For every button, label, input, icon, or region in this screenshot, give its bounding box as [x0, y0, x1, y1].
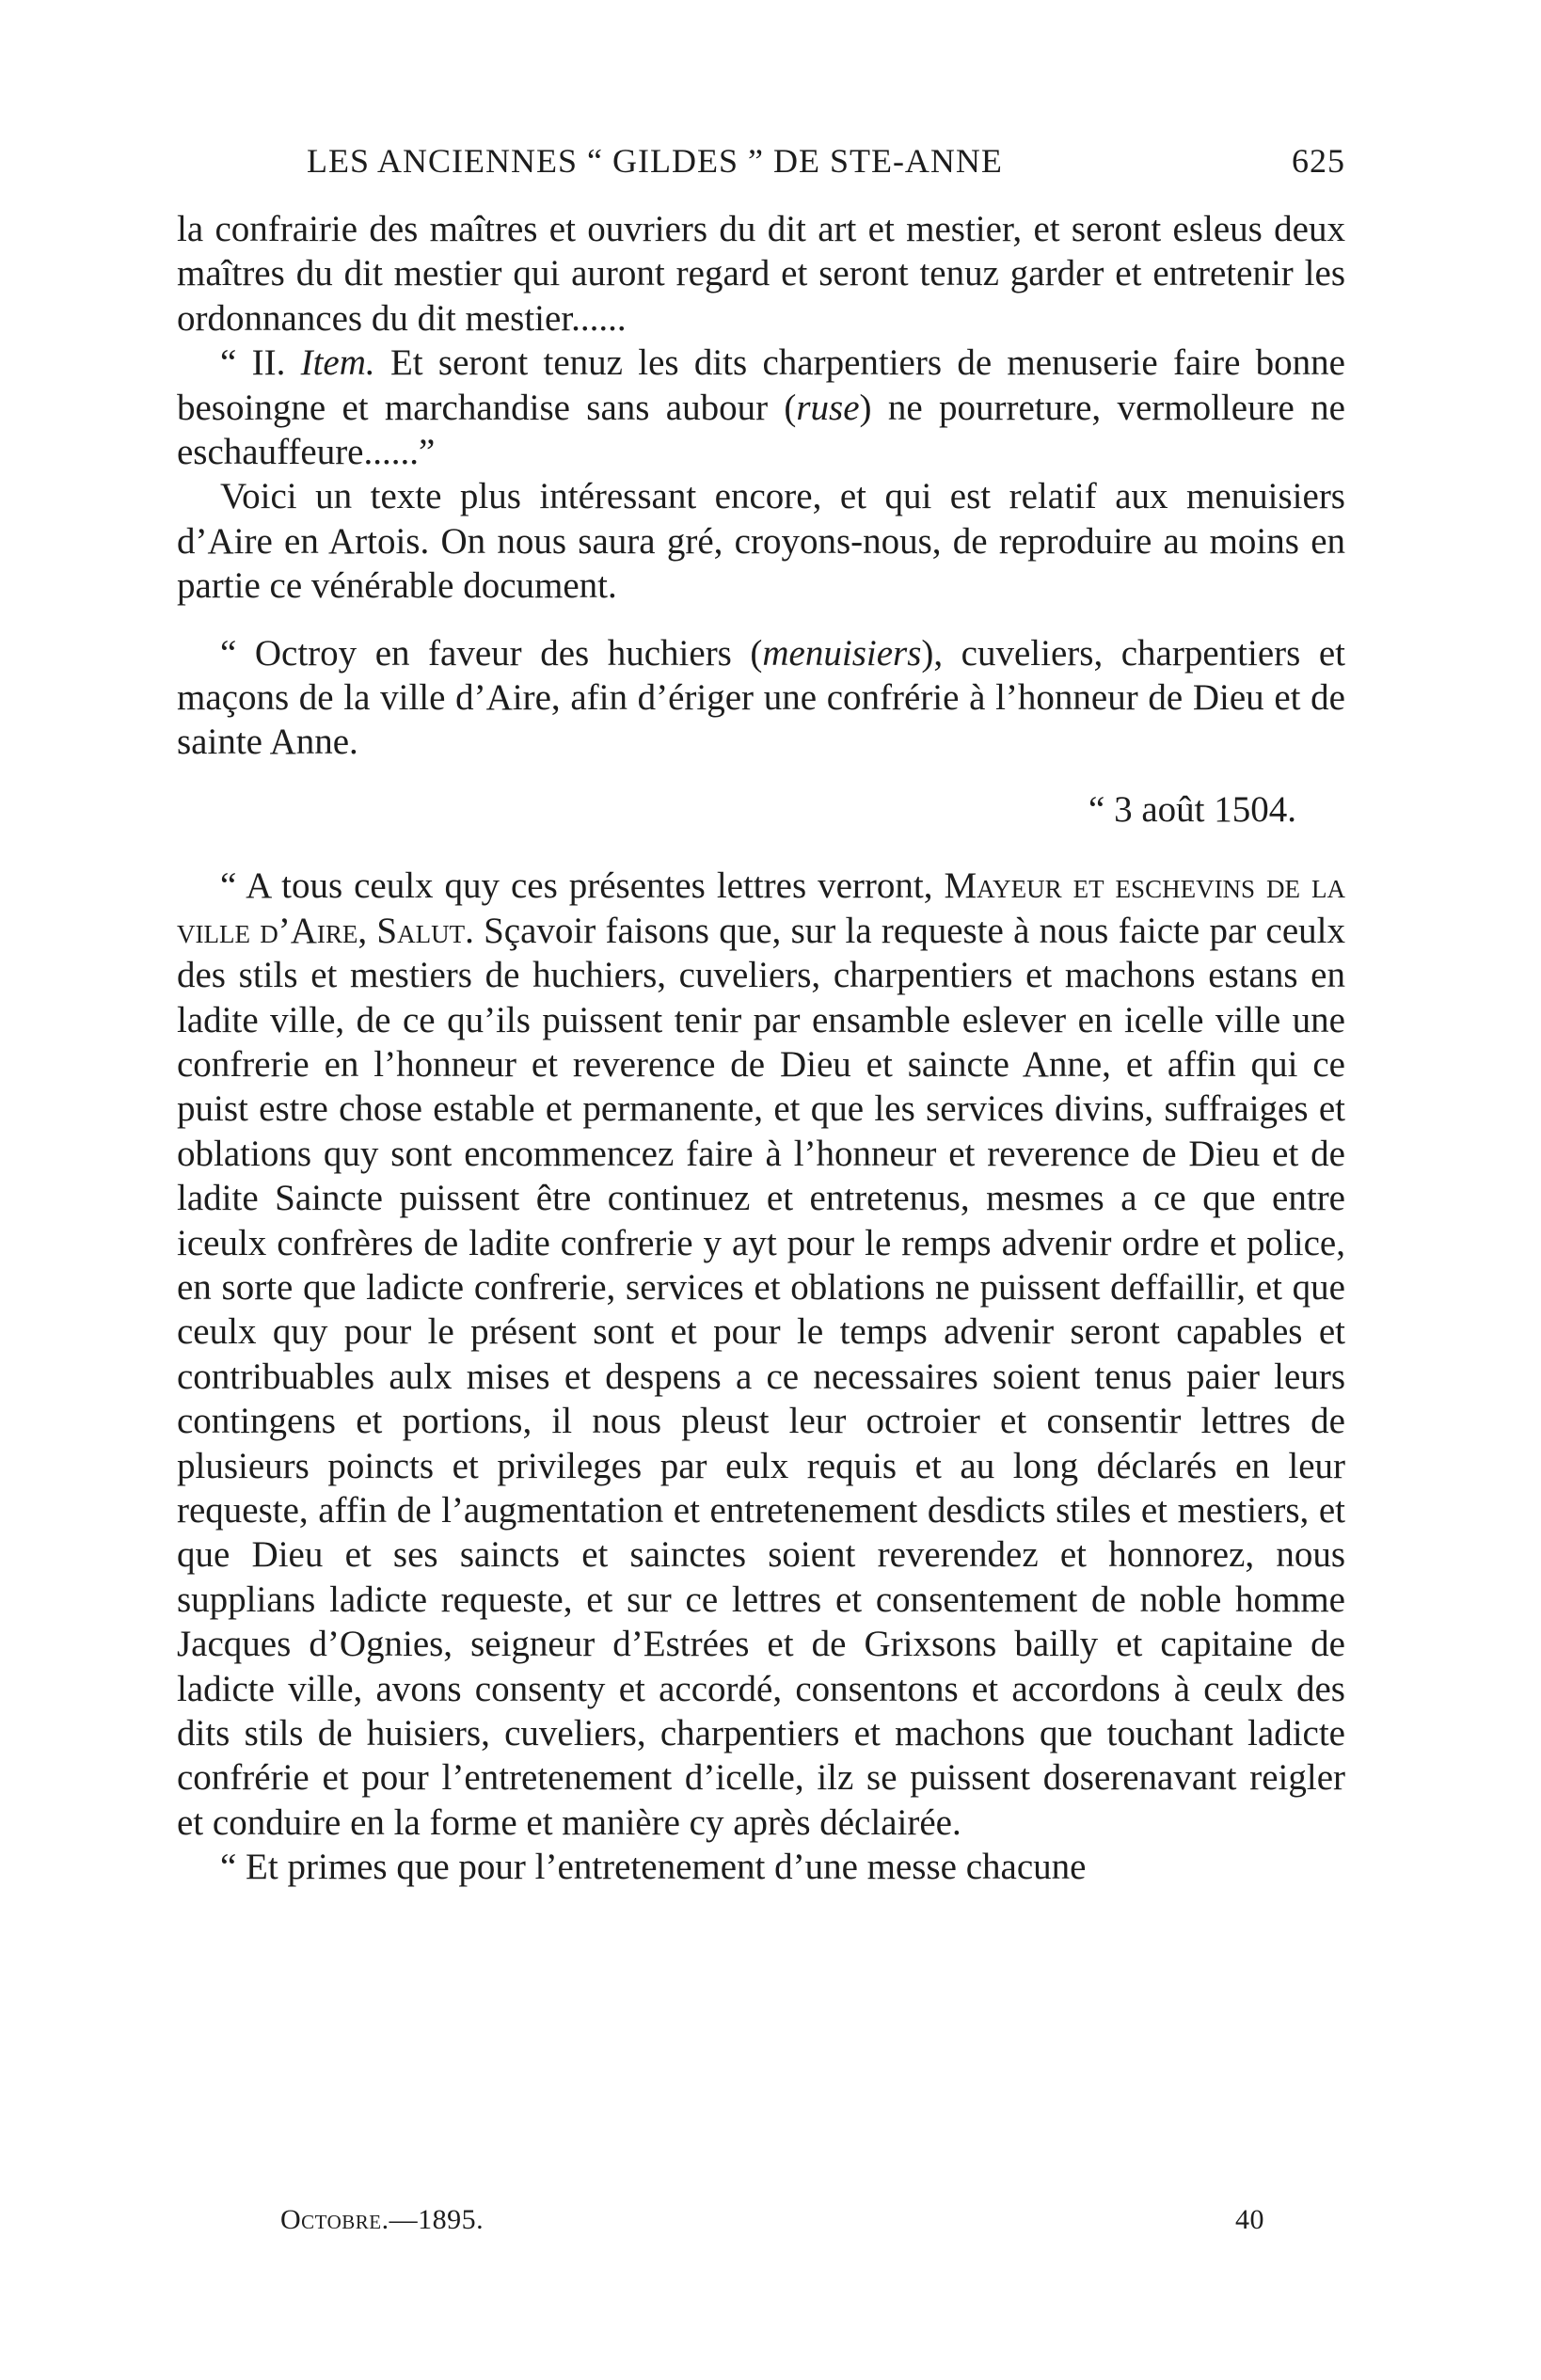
- paragraph-6: “ Et primes que pour l’entretenement d’une messe chacune: [220, 1847, 1087, 1888]
- paragraph-5: [177, 864, 1345, 1845]
- document-date: “ 3 août 1504.: [1088, 788, 1296, 830]
- paragraph-1: la confrairie des maîtres et ouvriers du dit art et mestier, et seront esleus deux maîtres du dit mestier qui auront regard et seront tenuz garder et entretenir les ordonnances du dit mestier......: [177, 209, 1345, 339]
- paragraph-2-text: Et seront tenuz les dits charpentiers de menuserie faire bonne besoingne et marchandise sans aubour (: [177, 342, 1345, 428]
- paragraph-2-end: ) ne pourreture, vermolleure ne eschauffeure......”: [177, 387, 1345, 473]
- paragraph-2: [177, 341, 1345, 474]
- footer-issue: Octobre.—1895.: [280, 2204, 485, 2235]
- page-footer: [280, 2204, 1264, 2242]
- footer-signature: 40: [1235, 2204, 1264, 2235]
- spacer: [177, 765, 1345, 787]
- running-head-title: LES ANCIENNES “ GILDES ” DE STE-ANNE: [307, 142, 1003, 180]
- body-text: [177, 207, 1345, 1890]
- spacer: [177, 832, 1345, 864]
- running-head: [177, 141, 1345, 186]
- menuisiers-italic: menuisiers: [762, 632, 922, 674]
- paragraph-4-start: “ Octroy en faveur des huchiers (: [220, 632, 763, 674]
- paragraph-4: [177, 631, 1345, 765]
- paragraph-3: Voici un texte plus intéressant encore, et qui est relatif aux menuisiers d’Aire en Artois. On nous saura gré, croyons-nous, de reproduire au moins en partie ce vénérable document.: [177, 476, 1345, 607]
- mayeur-smallcaps: Mayeur et eschevins de la ville d’Aire, Salut.: [177, 865, 1345, 951]
- paragraph-5-end: Sçavoir faisons que, sur la requeste à nous faicte par ceulx des stils et mestiers de huchiers, cuveliers, charpentiers et machons estans en ladite ville, de ce qu’ils puissent tenir par ensamble eslever en icelle ville une confrerie en l’honneur et reverence de Dieu et saincte Anne, et affin qui ce puist estre chose estable et permanente, et que les services divins, suffraiges et oblations quy sont encommencez faire à l’honneur et reverence de Dieu et de ladite Saincte puissent être continuez et entretenus, mesmes a ce que entre iceulx confrères de ladite confrerie y ayt pour le remps advenir ordre et police, en sorte que ladicte confrerie, services et oblations ne puissent deffaillir, et que ceulx quy pour le présent sont et pour le temps advenir seront capables et contribuables aulx mises et despens a ce necessaires soient tenus paier leurs contingens et portions, il nous pleust leur octroier et consentir lettres de plusieurs poincts et privileges par eulx requis et au long déclarés en leur requeste, affin de l’augmentation et entretenement desdicts stiles et mestiers, et que Dieu et ses saincts et sainctes soient reverendez et honnorez, nous supplians ladicte requeste, et sur ce lettres et consentement de noble homme Jacques d’Ognies, seigneur d’Estrées et de Grixsons bailly et capitaine de ladicte ville, avons consenty et accordé, consentons et accordons à ceulx des dits stils de huisiers, cuveliers, charpentiers et machons que touchant ladicte confrérie et pour l’entretenement d’icelle, ilz se puissent doserenavant reigler et conduire en la forme et manière cy après déclairée.: [177, 910, 1345, 1843]
- spacer: [177, 609, 1345, 631]
- page-number: 625: [1292, 142, 1345, 180]
- ruse-italic: ruse: [796, 387, 860, 428]
- paragraph-5-start: “ A tous ceulx quy ces présentes lettres verront,: [220, 865, 945, 907]
- item-italic: Item.: [300, 342, 375, 384]
- paragraph-2-prefix: “ II.: [220, 342, 301, 384]
- paragraph-4-end: ), cuveliers, charpentiers et maçons de la ville d’Aire, afin d’ériger une confrérie à l’honneur de Dieu et de sainte Anne.: [177, 632, 1345, 763]
